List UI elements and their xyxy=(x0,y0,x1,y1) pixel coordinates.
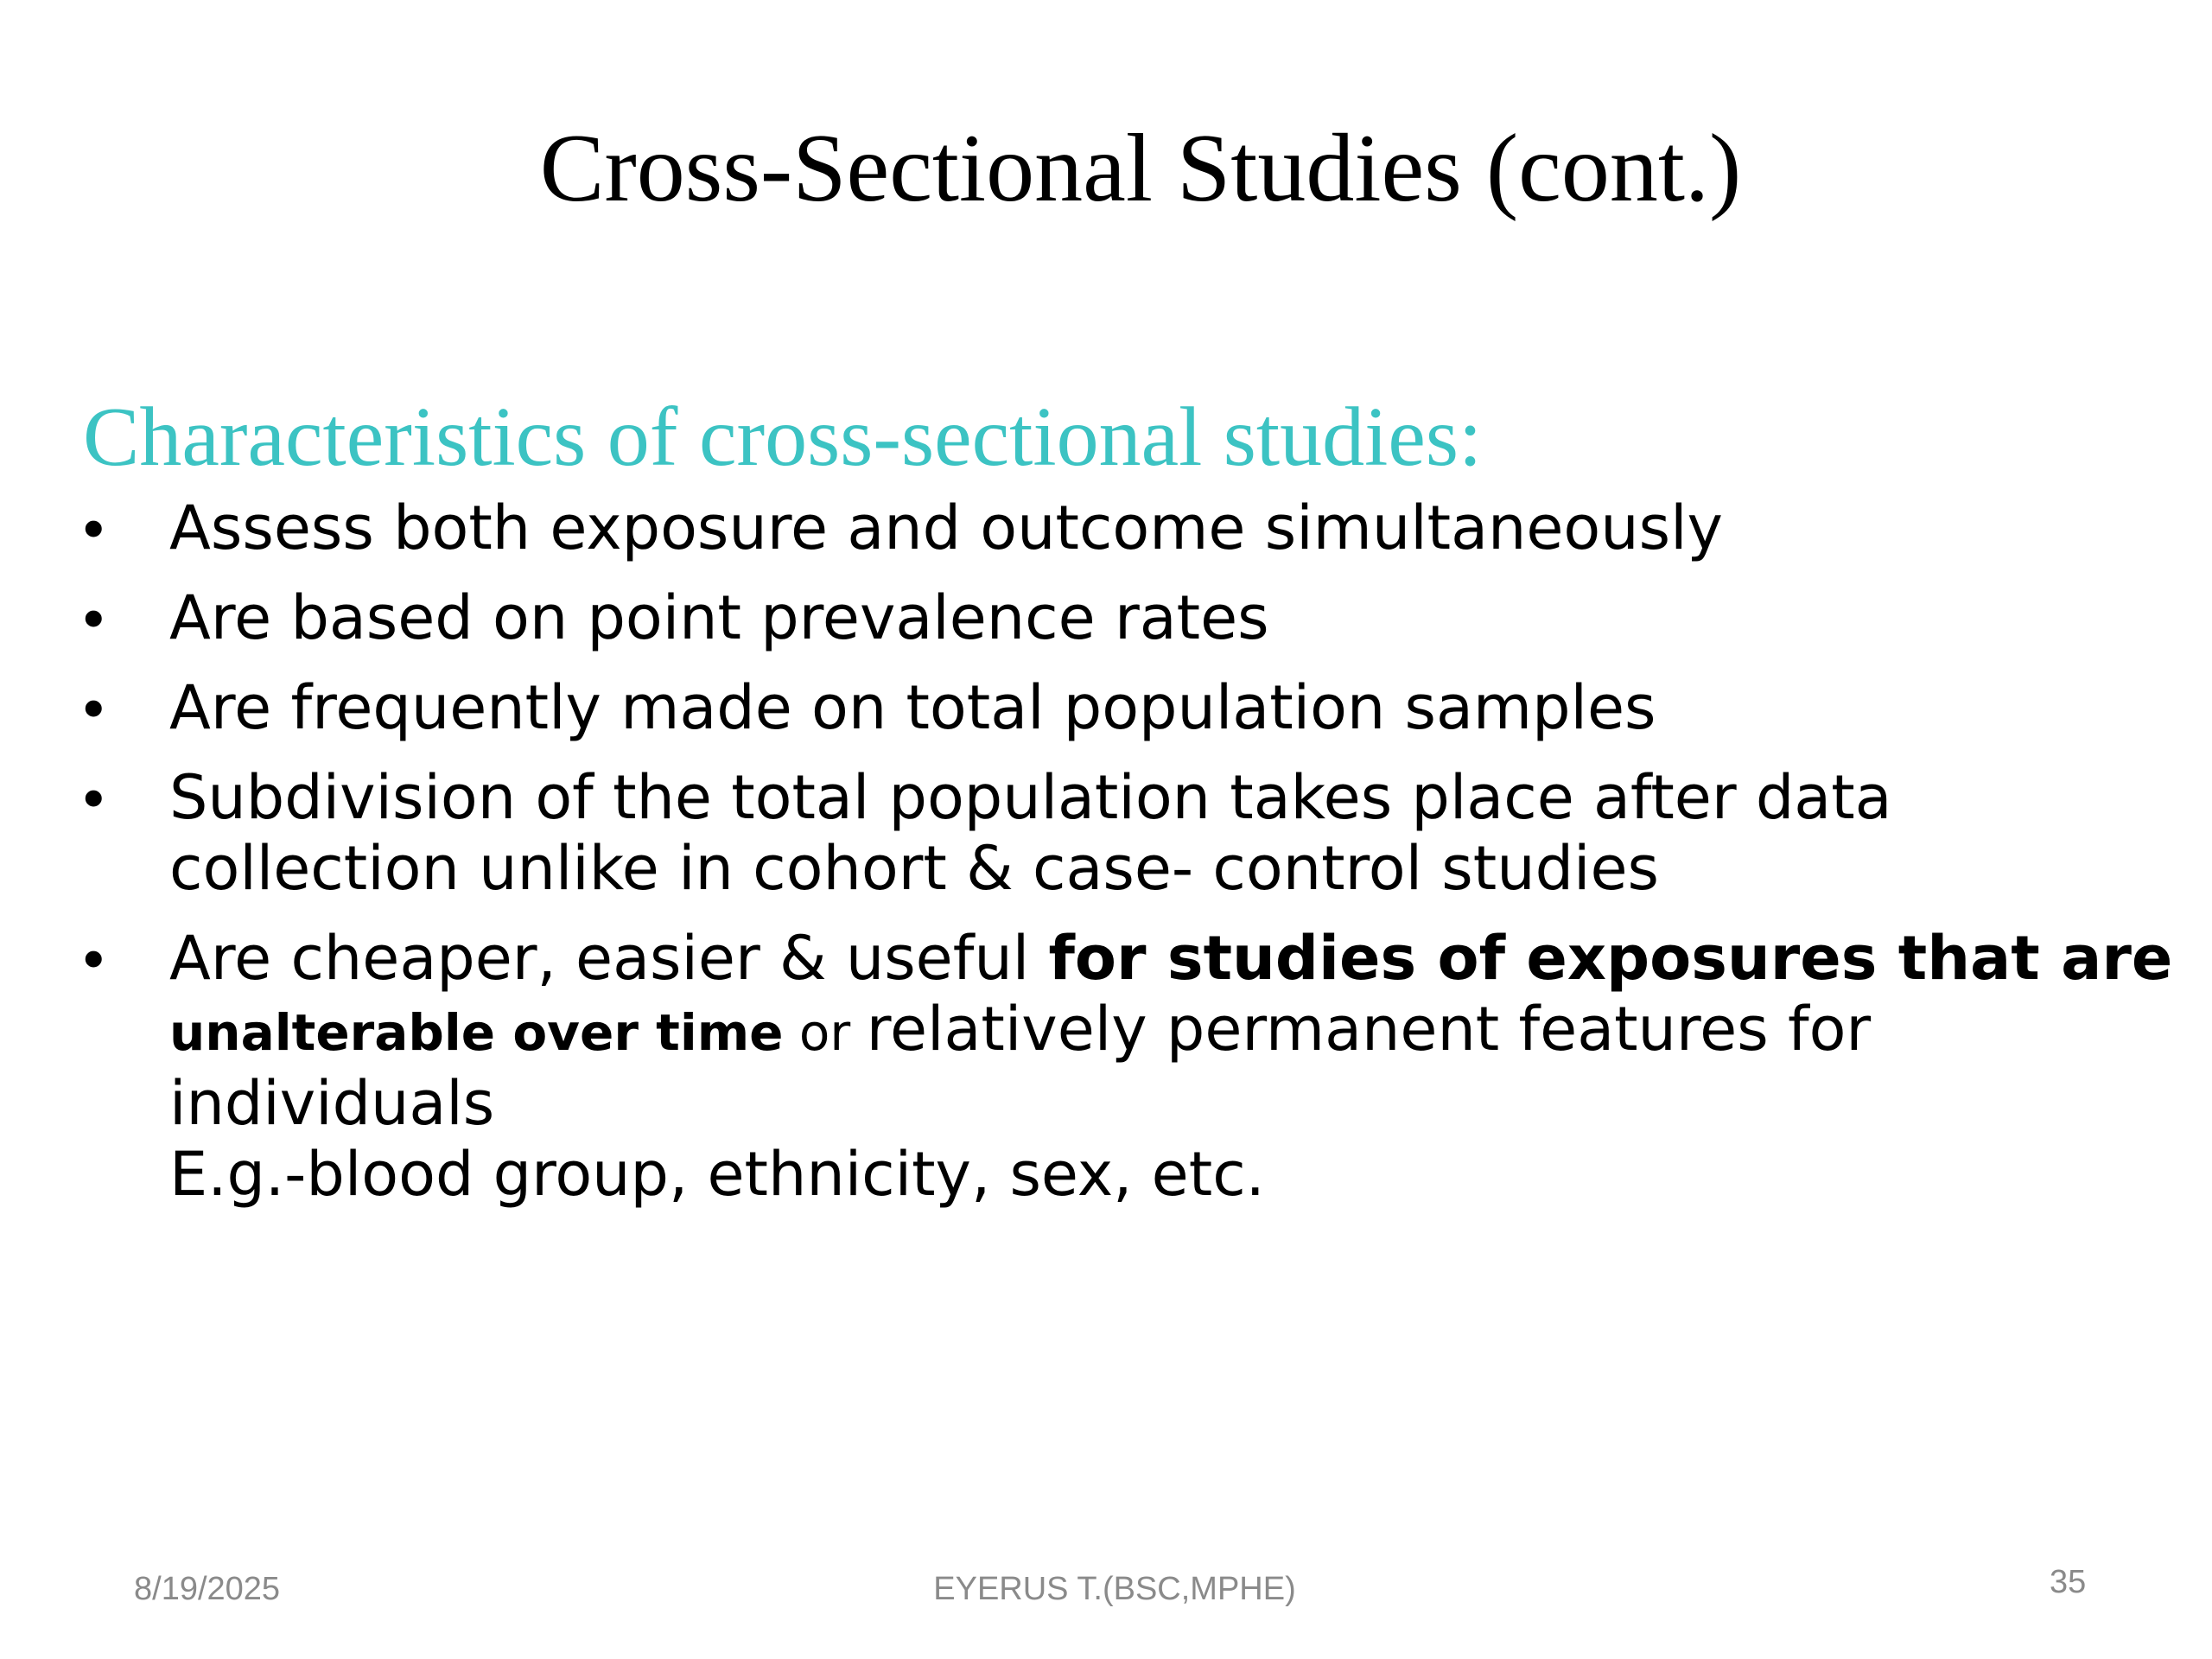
slide-title: Cross-Sectional Studies (cont.) xyxy=(539,115,1742,222)
bullet-icon: • xyxy=(83,584,105,652)
bullet-item xyxy=(83,762,2191,904)
bullet-text: Assess both exposure and outcome simultaneously xyxy=(169,493,1723,563)
bullet-item xyxy=(83,672,2191,743)
bullet-text-emphasis: for studies of exposures that are xyxy=(1048,923,2173,994)
bullet-icon: • xyxy=(83,764,105,831)
footer-date: 8/19/2025 xyxy=(134,1571,281,1607)
bullet-text-continuation: relatively permanent features for individuals xyxy=(169,994,1872,1139)
bullet-text: Are based on point prevalence rates xyxy=(169,582,1269,653)
bullet-icon: • xyxy=(83,925,105,992)
bullet-icon: • xyxy=(83,674,105,741)
bullet-item xyxy=(83,493,2191,563)
bullet-text-connector: or xyxy=(783,1003,867,1062)
footer-author: EYERUS T.(BSC,MPHE) xyxy=(933,1571,1296,1607)
footer-page-number: 35 xyxy=(2050,1564,2087,1600)
bullet-text-example: E.g.-blood group, ethnicity, sex, etc. xyxy=(169,1139,1265,1210)
section-subheading: Characteristics of cross-sectional studies: xyxy=(83,391,1483,484)
bullet-item xyxy=(83,582,2191,653)
bullet-icon: • xyxy=(83,494,105,562)
bullet-text: Are frequently made on total population samples xyxy=(169,672,1656,743)
bullet-text-emphasis-small: unalterable over time xyxy=(169,1003,784,1062)
bullet-text: Subdivision of the total population takes place after data collection unlike in cohort & case- control studies xyxy=(169,762,1892,904)
bullet-item xyxy=(83,923,2191,1210)
bullet-list xyxy=(83,493,2191,1229)
bullet-text-lead: Are cheaper, easier & useful xyxy=(169,923,1049,994)
